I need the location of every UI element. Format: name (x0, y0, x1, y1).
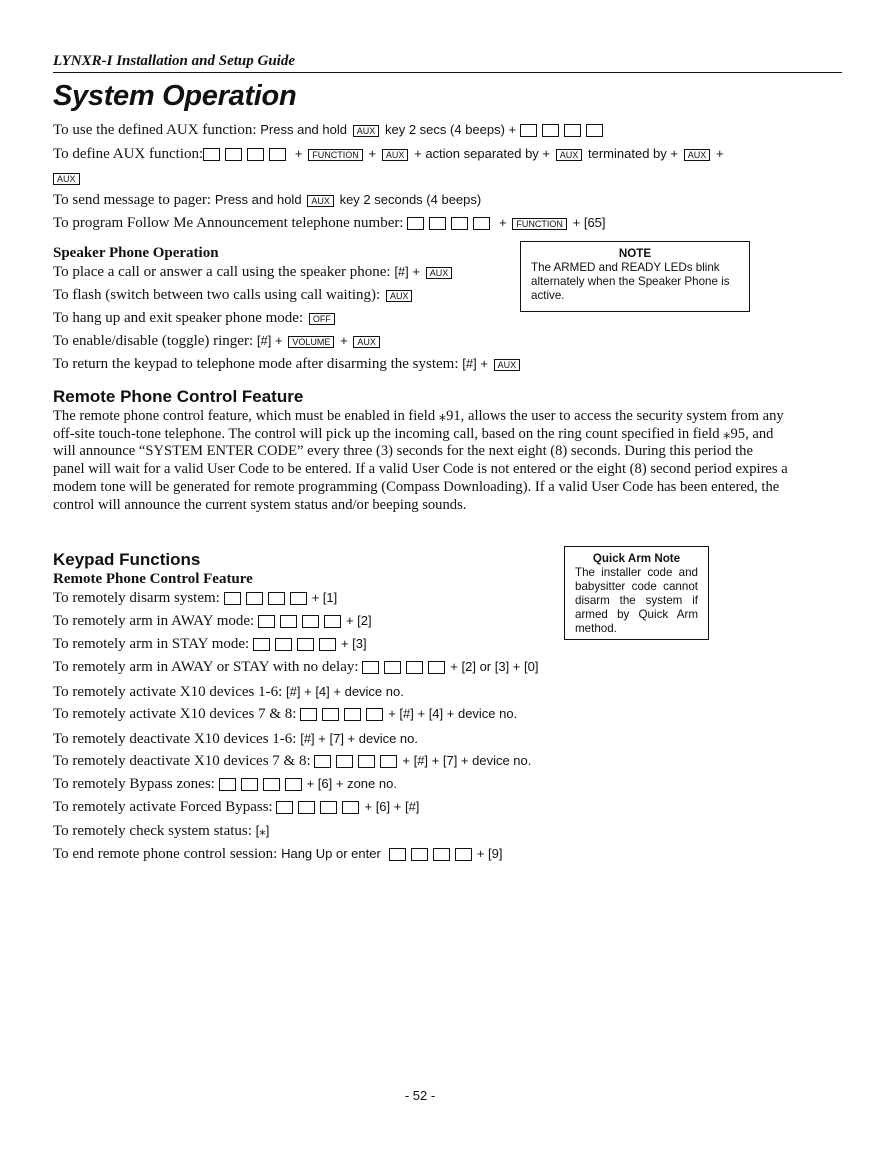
note-title: NOTE (618, 247, 652, 260)
code-box (542, 124, 559, 137)
code-box (300, 708, 317, 721)
code-box (225, 148, 242, 161)
aux-key: AUX (353, 336, 380, 348)
return-text: To return the keypad to telephone mode after disarming the system: (53, 356, 459, 372)
code-box (342, 801, 359, 814)
code-box (246, 592, 263, 605)
code-box (203, 148, 220, 161)
keypad-line (53, 799, 419, 816)
keypad-line-suffix: + [2] (345, 613, 372, 628)
action-text: + action separated by + (414, 146, 550, 161)
function-key: FUNCTION (308, 149, 363, 161)
pager-step2: key 2 seconds (4 beeps) (339, 192, 482, 207)
remote-heading: Remote Phone Control Feature (53, 387, 304, 406)
keypad-line-suffix: + [#] + [7] + device no. (402, 753, 532, 768)
keypad-line-text: To remotely activate X10 devices 1-6: (53, 684, 283, 700)
keypad-line-suffix: + [2] or [3] + [0] (450, 659, 539, 674)
use-aux-line (53, 122, 608, 139)
plus-text: + (499, 215, 507, 230)
use-aux-text: To use the defined AUX function: (53, 122, 257, 138)
aux-key: AUX (684, 149, 711, 161)
volume-key: VOLUME (288, 336, 334, 348)
ringer-line (53, 333, 382, 350)
pager-line (53, 192, 481, 209)
keypad-heading: Keypad Functions (53, 550, 201, 569)
code-box (406, 661, 423, 674)
keypad-line-suffix: + [3] (340, 636, 367, 651)
keypad-line-text: To remotely arm in AWAY mode: (53, 613, 255, 629)
code-box (275, 638, 292, 651)
follow-me-line (53, 215, 606, 232)
keypad-line-text: To remotely deactivate X10 devices 7 & 8: (53, 753, 311, 769)
code-box (324, 615, 341, 628)
keypad-line-text: To remotely check system status: (53, 823, 252, 839)
code-box (520, 124, 537, 137)
keypad-line (53, 613, 372, 630)
code-box (428, 661, 445, 674)
place-call-step: [#] + (394, 264, 420, 279)
code-box (276, 801, 293, 814)
keypad-line-text: To remotely disarm system: (53, 590, 220, 606)
code-box (247, 148, 264, 161)
code-box (263, 778, 280, 791)
code-box (314, 755, 331, 768)
flash-line (53, 287, 414, 304)
code-box (586, 124, 603, 137)
code-box (429, 217, 446, 230)
quick-arm-body: The installer code and babysitter code cannot disarm the system if armed by Quick Arm method. (575, 566, 698, 635)
keypad-subheading: Remote Phone Control Feature (53, 571, 253, 587)
aux-key: AUX (307, 195, 334, 207)
keypad-line-text: To remotely deactivate X10 devices 1-6: (53, 731, 297, 747)
header-rule (53, 72, 842, 73)
aux-key: AUX (426, 267, 453, 279)
keypad-line-text: To remotely arm in STAY mode: (53, 636, 250, 652)
page-title: System Operation (53, 80, 297, 112)
code-box (322, 708, 339, 721)
code-box (389, 848, 406, 861)
quick-arm-title: Quick Arm Note (592, 552, 681, 565)
page-number: - 52 - (404, 1088, 436, 1103)
follow-me-suffix: + [65] (572, 215, 606, 230)
code-box (280, 615, 297, 628)
aux-key: AUX (556, 149, 583, 161)
keypad-line-suffix: [#] + [4] + device no. (286, 684, 404, 699)
terminated-text: terminated by + (588, 146, 678, 161)
flash-text: To flash (switch between two calls using call waiting): (53, 287, 381, 303)
code-box (253, 638, 270, 651)
note-box (520, 241, 750, 312)
code-box (564, 124, 581, 137)
keypad-line (53, 846, 502, 863)
code-box (320, 801, 337, 814)
code-box (384, 661, 401, 674)
keypad-line (53, 753, 531, 770)
keypad-line-suffix: + [1] (311, 590, 338, 605)
keypad-line-text: To remotely Bypass zones: (53, 776, 215, 792)
follow-me-text: To program Follow Me Announcement telephone number: (53, 215, 404, 231)
hangup-line (53, 310, 337, 327)
keypad-line-text: To remotely activate X10 devices 7 & 8: (53, 706, 297, 722)
quick-arm-note (564, 546, 709, 640)
code-box (358, 755, 375, 768)
code-box (219, 778, 236, 791)
note-body: The ARMED and READY LEDs blink alternately when the Speaker Phone is active. (531, 261, 730, 302)
use-aux-step2: key 2 secs (4 beeps) + (385, 122, 517, 137)
speaker-heading: Speaker Phone Operation (53, 245, 219, 261)
keypad-line-suffix: + [6] + [#] (364, 799, 420, 814)
ringer-step1: [#] + (256, 333, 283, 348)
code-box (268, 592, 285, 605)
keypad-line-suffix: + [9] (476, 846, 503, 861)
code-box (362, 661, 379, 674)
use-aux-step1: Press and hold (260, 122, 347, 137)
define-aux-wrap (53, 170, 82, 187)
keypad-line (53, 636, 367, 653)
running-header: LYNXR-I Installation and Setup Guide (53, 53, 295, 69)
keypad-line-text: To remotely activate Forced Bypass: (53, 799, 273, 815)
plus-text: + (340, 333, 348, 348)
remote-paragraph: The remote phone control feature, which must be enabled in field ⁎91, allows the user to access the security system from any off-site touch-tone telephone. The control will pick up the incoming call, based on the ring count specified in field ⁎95, and will announce “SYSTEM ENTER CODE” every three (3) seconds for the next eight (8) seconds. During this period the panel will wait for a valid User Code to be entered. If a valid User Code is not entered or the eight (8) second period expires a modem tone will be generated for remote programming (Compass Downloading). If a valid User Code has been entered, the control will announce the current system status and/or beeping sounds. (53, 408, 788, 513)
code-box (258, 615, 275, 628)
code-box (290, 592, 307, 605)
keypad-line-suffix: + [6] + zone no. (306, 776, 397, 791)
define-aux-line (53, 146, 724, 163)
keypad-line (53, 684, 404, 701)
function-key: FUNCTION (512, 218, 567, 230)
keypad-line-prefix: Hang Up or enter (281, 846, 381, 861)
code-box (433, 848, 450, 861)
code-box (224, 592, 241, 605)
code-box (411, 848, 428, 861)
aux-key: AUX (353, 125, 380, 137)
code-box (336, 755, 353, 768)
keypad-line-text: To remotely arm in AWAY or STAY with no delay: (53, 659, 359, 675)
aux-key: AUX (382, 149, 409, 161)
define-aux-text: To define AUX function: (53, 146, 204, 162)
code-box (473, 217, 490, 230)
code-box (366, 708, 383, 721)
keypad-line-text: To end remote phone control session: (53, 846, 278, 862)
code-box (451, 217, 468, 230)
aux-key: AUX (53, 173, 80, 185)
pager-text: To send message to pager: (53, 192, 212, 208)
plus-text: + (368, 146, 377, 161)
plus-text: + (294, 146, 303, 161)
aux-key: AUX (494, 359, 521, 371)
code-box (285, 778, 302, 791)
place-call-text: To place a call or answer a call using the speaker phone: (53, 264, 391, 280)
hangup-text: To hang up and exit speaker phone mode: (53, 310, 304, 326)
return-line (53, 356, 522, 373)
code-box (298, 801, 315, 814)
return-step: [#] + (462, 356, 488, 371)
keypad-line-suffix: [⁎] (255, 823, 270, 838)
code-box (407, 217, 424, 230)
code-box (297, 638, 314, 651)
keypad-line-suffix: + [#] + [4] + device no. (388, 706, 518, 721)
off-key: OFF (309, 313, 335, 325)
code-box (344, 708, 361, 721)
keypad-line (53, 590, 337, 607)
aux-key: AUX (386, 290, 413, 302)
code-box (302, 615, 319, 628)
keypad-line (53, 776, 397, 793)
code-box (241, 778, 258, 791)
place-call-line (53, 264, 454, 281)
keypad-line (53, 823, 269, 840)
code-box (269, 148, 286, 161)
keypad-line (53, 731, 418, 748)
plus-text: + (716, 146, 724, 161)
code-box (380, 755, 397, 768)
keypad-line (53, 706, 517, 723)
pager-step1: Press and hold (214, 192, 302, 207)
keypad-line-suffix: [#] + [7] + device no. (300, 731, 419, 746)
code-box (455, 848, 472, 861)
ringer-text: To enable/disable (toggle) ringer: (53, 333, 254, 349)
code-box (319, 638, 336, 651)
keypad-line (53, 659, 538, 676)
